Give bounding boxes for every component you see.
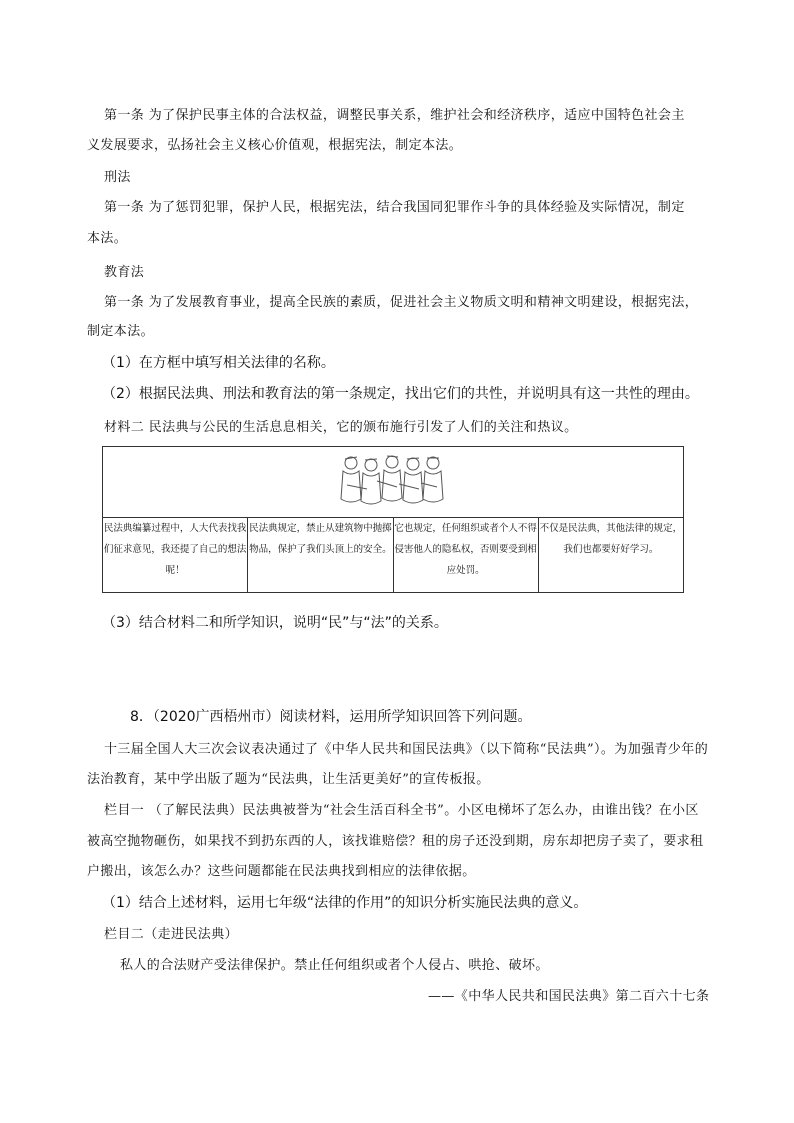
criminal-law-article-1-line-2: 本法。: [87, 231, 128, 246]
question-3: （3）结合材料二和所学知识，说明“民”与“法”的关系。: [102, 615, 448, 631]
question-8-paragraph-line-1: 十三届全国人大三次会议表决通过了《中华人民共和国民法典》（以下简称“民法典”）。为加强青少年的: [104, 742, 709, 757]
question-2: （2）根据民法典、刑法和教育法的第一条规定，找出它们的共性，并说明具有这一共性的理由。: [102, 386, 699, 402]
criminal-law-title: 刑法: [104, 170, 131, 185]
illustration-cell: [103, 447, 684, 518]
question-8-1: （1）结合上述材料，运用七年级“法律的作用”的知识分析实施民法典的意义。: [102, 895, 588, 911]
civil-code-article-1-line-1: 第一条 为了保护民事主体的合法权益，调整民事关系，维护社会和经济秩序，适应中国特色社会主: [104, 108, 685, 123]
education-law-article-1-line-2: 制定本法。: [87, 324, 155, 339]
material-2-intro: 材料二 民法典与公民的生活息息相关，它的颁布施行引发了人们的关注和热议。: [104, 420, 578, 435]
column-2-source: ——《中华人民共和国民法典》第二百六十七条: [428, 989, 710, 1004]
question-1: （1）在方框中填写相关法律的名称。: [102, 355, 335, 371]
column-2-text: 私人的合法财产受法律保护。禁止任何组织或者个人侵占、哄抢、破坏。: [120, 958, 549, 973]
column-1-line-3: 户搬出，该怎么办？这些问题都能在民法典找到相应的法律依据。: [87, 864, 476, 879]
quote-cell-3: 它也规定，任何组织或者个人不得侵害他人的隐私权，否则要受到相应处罚。: [393, 518, 538, 593]
quote-cell-1: 民法典编纂过程中，人大代表找我们征求意见，我还提了自己的想法呢！: [103, 518, 248, 593]
column-1-line-2: 被高空抛物砸伤，如果找不到扔东西的人，该找谁赔偿？租的房子还没到期，房东却把房子卖了，要求租: [87, 834, 704, 849]
question-8-heading: 8．（2020广西梧州市）阅读材料，运用所学知识回答下列问题。: [130, 709, 532, 725]
criminal-law-article-1-line-1: 第一条 为了惩罚犯罪，保护人民，根据宪法，结合我国同犯罪作斗争的具体经验及实际情况，制定: [104, 200, 685, 215]
quote-cell-2: 民法典规定，禁止从建筑物中抛掷物品，保护了我们头顶上的安全。: [248, 518, 393, 593]
education-law-article-1-line-1: 第一条 为了发展教育事业，提高全民族的素质，促进社会主义物质文明和精神文明建设，根据宪法，: [104, 295, 699, 310]
question-8-paragraph-line-2: 法治教育，某中学出版了题为“民法典，让生活更美好”的宣传板报。: [87, 772, 490, 787]
people-sketch-illustration: [337, 451, 449, 511]
material-2-table: [102, 446, 684, 593]
column-1-line-1: 栏目一 （了解民法典）民法典被誉为“社会生活百科全书”。小区电梯坏了怎么办，由谁出钱？在小区: [104, 803, 699, 818]
education-law-title: 教育法: [104, 265, 145, 280]
civil-code-article-1-line-2: 义发展要求，弘扬社会主义核心价值观，根据宪法，制定本法。: [87, 138, 463, 153]
quote-cell-4: 不仅是民法典，其他法律的规定，我们也都要好好学习。: [538, 518, 683, 593]
column-2-title: 栏目二（走进民法典）: [104, 927, 239, 942]
